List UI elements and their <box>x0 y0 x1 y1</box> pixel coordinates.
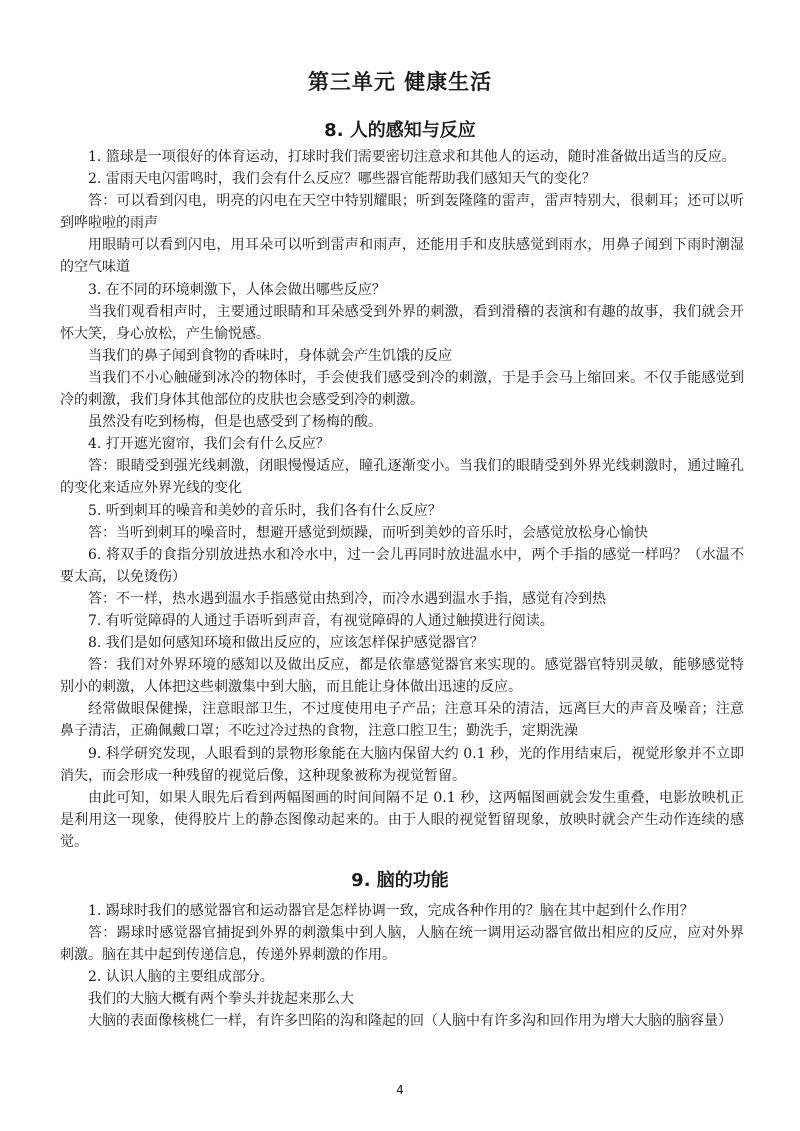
paragraph: 2. 雷雨天电闪雷鸣时，我们会有什么反应？哪些器官能帮助我们感知天气的变化？ <box>88 171 596 188</box>
unit-title: 第三单元 健康生活 <box>307 70 493 94</box>
paragraph: 我们的大脑大概有两个拳头并拢起来那么大 <box>88 991 354 1008</box>
paragraph: 8. 我们是如何感知环境和做出反应的，应该怎样保护感觉器官？ <box>88 635 484 652</box>
paragraph: 1. 篮球是一项很好的体育运动，打球时我们需要密切注意求和其他人的运动，随时准备做出适当的反应。 <box>88 149 736 165</box>
paragraph: 9. 科学研究发现，人眼看到的景物形象能在大脑内保留大约 0.1 秒，光的作用结束后，视觉形象并不立即消失，而会形成一种残留的视觉后像，这种现象被称为视觉暂留。 <box>60 745 744 784</box>
paragraph: 答：可以看到闪电，明亮的闪电在天空中特别耀眼；听到轰隆隆的雷声，雷声特别大，很刺耳；还可以听到哗啦啦的雨声 <box>60 193 744 232</box>
paragraph: 大脑的表面像核桃仁一样，有许多凹陷的沟和隆起的回（人脑中有许多沟和回作用为增大大脑的脑容量） <box>88 1013 732 1030</box>
paragraph: 2. 认识人脑的主要组成部分。 <box>88 969 274 986</box>
paragraph: 由此可知，如果人眼先后看到两幅图画的时间间隔不足 0.1 秒，这两幅图画就会发生重叠，电影放映机正是利用这一现象，使得胶片上的静态图像动起来的。由于人眼的视觉暂留现象，放映时就会产生动作连续的感觉。 <box>60 789 744 850</box>
paragraph: 答：不一样，热水遇到温水手指感觉由热到冷，而冷水遇到温水手指，感觉有冷到热 <box>88 590 606 607</box>
paragraph: 1. 踢球时我们的感觉器官和运动器官是怎样协调一致，完成各种作用的？脑在其中起到什么作用？ <box>88 903 694 919</box>
paragraph: 用眼睛可以看到闪电，用耳朵可以听到雷声和雨声，还能用手和皮肤感觉到雨水，用鼻子闻到下雨时潮湿的空气味道 <box>60 237 744 276</box>
paragraph: 当我们的鼻子闻到食物的香味时，身体就会产生饥饿的反应 <box>88 347 452 364</box>
section-title-9: 9. 脑的功能 <box>351 870 449 891</box>
paragraph: 7. 有听觉障碍的人通过手语听到声音，有视觉障碍的人通过触摸进行阅读。 <box>88 612 554 629</box>
section-title-8: 8. 人的感知与反应 <box>324 120 476 141</box>
paragraph: 虽然没有吃到杨梅，但是也感受到了杨梅的酸。 <box>88 414 382 431</box>
section-8-body <box>60 146 744 853</box>
paragraph: 经常做眼保健操，注意眼部卫生，不过度使用电子产品；注意耳朵的清洁，远离巨大的声音及噪音；注意鼻子清洁，正确佩戴口罩；不吃过冷过热的食物，注意口腔卫生；勤洗手，定期洗澡 <box>60 701 744 740</box>
paragraph: 答：眼睛受到强光线刺激，闭眼慢慢适应，瞳孔逐渐变小。当我们的眼睛受到外界光线刺激时，通过瞳孔的变化来适应外界光线的变化 <box>60 458 744 497</box>
section-9-body <box>60 900 744 1033</box>
paragraph: 答：当听到刺耳的噪音时，想避开感觉到烦躁，而听到美妙的音乐时，会感觉放松身心愉快 <box>88 524 648 541</box>
page-number: 4 <box>396 1083 404 1097</box>
paragraph: 答：踢球时感觉器官捕捉到外界的刺激集中到人脑，人脑在统一调用运动器官做出相应的反应，应对外界刺激。脑在其中起到传递信息，传递外界刺激的作用。 <box>60 925 744 964</box>
paragraph: 3. 在不同的环境刺激下，人体会做出哪些反应？ <box>88 281 386 298</box>
paragraph: 当我们观看相声时，主要通过眼睛和耳朵感受到外界的刺激，看到滑稽的表演和有趣的故事，我们就会开怀大笑，身心放松，产生愉悦感。 <box>60 303 744 342</box>
paragraph: 6. 将双手的食指分别放进热水和冷水中，过一会儿再同时放进温水中，两个手指的感觉一样吗？（水温不要太高，以免烫伤） <box>60 546 744 585</box>
paragraph: 当我们不小心触碰到冰冷的物体时，手会使我们感受到冷的刺激，于是手会马上缩回来。不仅手能感觉到冷的刺激，我们身体其他部位的皮肤也会感受到冷的刺激。 <box>60 369 744 409</box>
paragraph: 5. 听到刺耳的噪音和美妙的音乐时，我们各有什么反应？ <box>88 502 442 519</box>
paragraph: 4. 打开遮光窗帘，我们会有什么反应？ <box>88 436 330 453</box>
paragraph: 答：我们对外界环境的感知以及做出反应，都是依靠感觉器官来实现的。感觉器官特别灵敏，能够感觉特别小的刺激，人体把这些刺激集中到大脑，而且能让身体做出迅速的反应。 <box>60 657 744 696</box>
